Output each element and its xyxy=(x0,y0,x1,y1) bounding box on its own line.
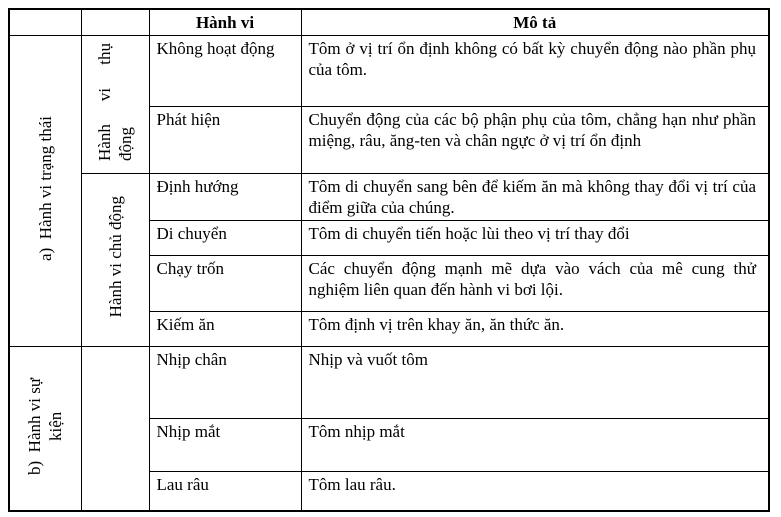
behavior-name-cell: Định hướng xyxy=(149,173,301,220)
group-passive-label: Hành vi thụ động xyxy=(95,42,135,161)
behavior-desc-cell: Tôm định vị trên khay ăn, ăn thức ăn. xyxy=(301,311,769,346)
behavior-desc-cell: Tôm nhịp mắt xyxy=(301,418,769,471)
table-row xyxy=(9,35,769,106)
section-b-empty-group-cell xyxy=(81,346,149,511)
group-active-label-cell xyxy=(81,173,149,346)
section-b-label: b) Hành vi sự kiện xyxy=(25,377,66,475)
behavior-desc-cell: Chuyển động của các bộ phận phụ của tôm, chẳng hạn như phần miệng, râu, ăng-ten và chân ngực ở vị trí ổn định xyxy=(301,106,769,173)
behavior-desc-cell: Nhịp và vuốt tôm xyxy=(301,346,769,418)
header-empty-cell-2 xyxy=(81,9,149,35)
behavior-table xyxy=(8,8,770,512)
behavior-desc-cell: Các chuyển động mạnh mẽ dựa vào vách của mê cung thử nghiệm liên quan đến hành vi bơi lội. xyxy=(301,255,769,311)
section-b-label-cell xyxy=(9,346,81,511)
behavior-name-cell: Nhịp mắt xyxy=(149,418,301,471)
behavior-name-cell: Phát hiện xyxy=(149,106,301,173)
behavior-desc-cell: Tôm lau râu. xyxy=(301,471,769,511)
behavior-name-cell: Không hoạt động xyxy=(149,35,301,106)
behavior-name-cell: Di chuyển xyxy=(149,220,301,255)
behavior-name-cell: Chạy trốn xyxy=(149,255,301,311)
group-active-label: Hành vi chủ động xyxy=(105,196,125,318)
behavior-desc-cell: Tôm di chuyển tiến hoặc lùi theo vị trí thay đổi xyxy=(301,220,769,255)
behavior-name-cell: Kiếm ăn xyxy=(149,311,301,346)
behavior-name-cell: Nhịp chân xyxy=(149,346,301,418)
behavior-desc-cell: Tôm ở vị trí ổn định không có bất kỳ chuyển động nào phần phụ của tôm. xyxy=(301,35,769,106)
table-row xyxy=(9,173,769,220)
group-passive-label-cell xyxy=(81,35,149,173)
header-row xyxy=(9,9,769,35)
col-header-description: Mô tả xyxy=(301,9,769,35)
behavior-desc-cell: Tôm di chuyển sang bên để kiếm ăn mà không thay đổi vị trí của điểm giữa của chúng. xyxy=(301,173,769,220)
table-row xyxy=(9,346,769,418)
col-header-behavior: Hành vi xyxy=(149,9,301,35)
section-a-label-cell xyxy=(9,35,81,346)
header-empty-cell-1 xyxy=(9,9,81,35)
behavior-name-cell: Lau râu xyxy=(149,471,301,511)
section-a-label: a) Hành vi trạng thái xyxy=(35,115,55,261)
